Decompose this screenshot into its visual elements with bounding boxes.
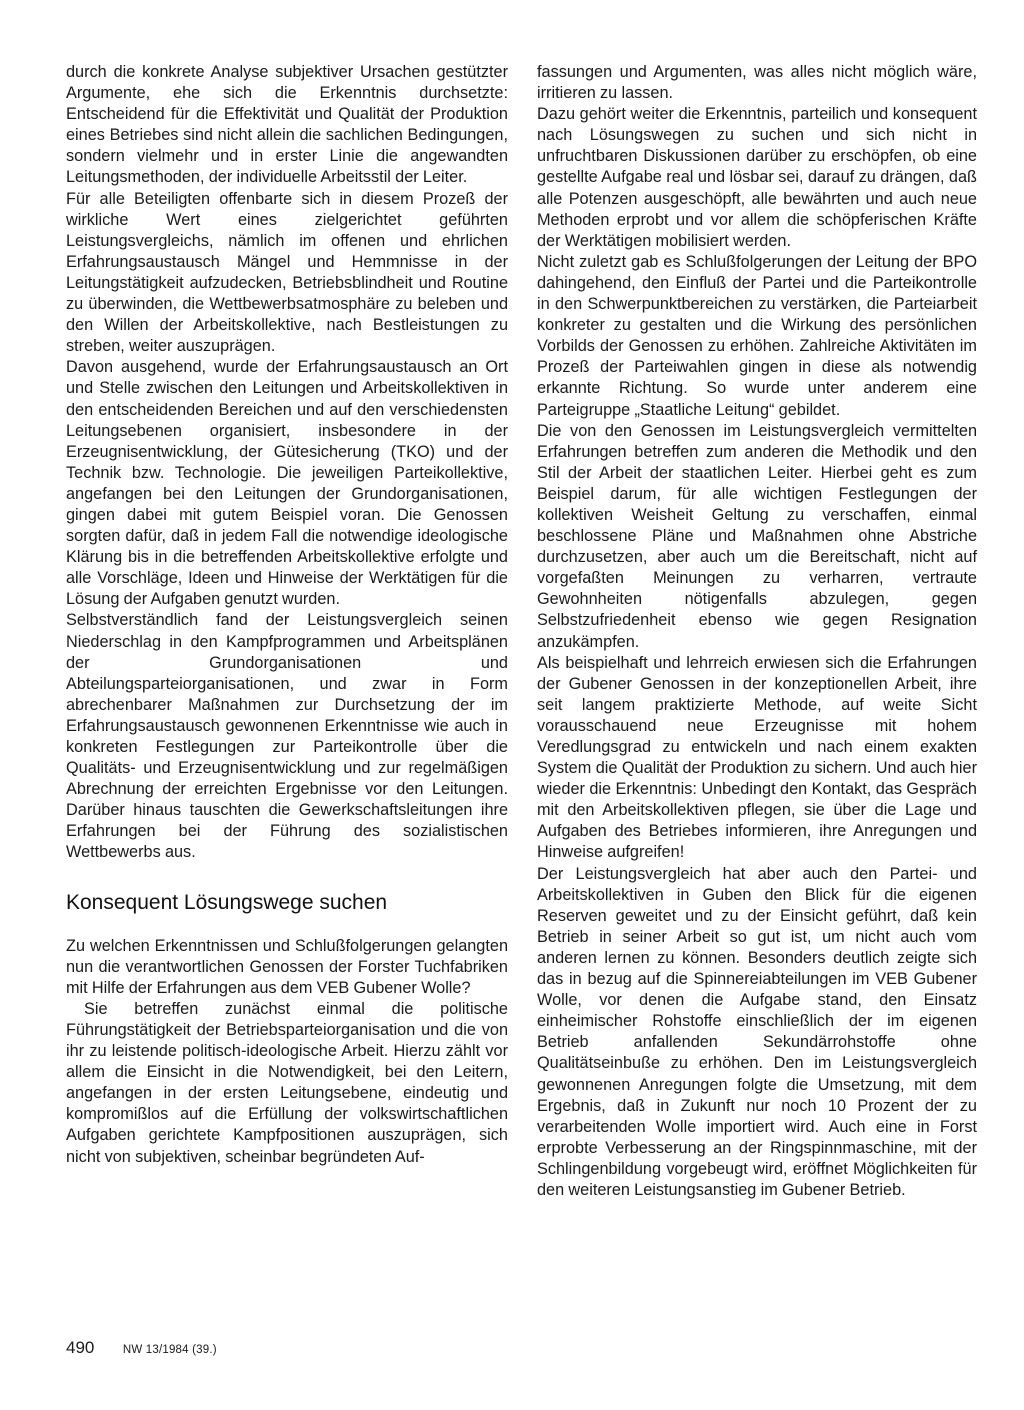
paragraph: Selbstverständlich fand der Leistungsvergleich seinen Niederschlag in den Kampfprogrammen und Arbeitsplänen der Grundorganisationen und Abteilungsparteiorganisationen, und zwar in Form abrechenbarer Maßnahmen zur Durchsetzung der im Erfahrungsaustausch gewonnenen Erkenntnisse wie auch in konkreten Festlegungen zur Parteikontrolle über die Qualitäts- und Erzeugnisentwicklung und zur regelmäßigen Abrechnung der erreichten Ergebnisse vor den Leitungen. Darüber hinaus tauschten die Gewerkschaftsleitungen ihre Erfahrungen bei der Führung des sozialistischen Wettbewerbs aus. [66,611,508,862]
page-number: 490 [66,1338,95,1357]
section-heading: Konsequent Lösungswege suchen [66,890,388,914]
paragraph: fassungen und Argumenten, was alles nicht möglich wäre, irritieren zu lassen. [537,63,977,103]
paragraph: Nicht zuletzt gab es Schlußfolgerungen der Leitung der BPO dahingehend, den Einfluß der Partei und die Parteikontrolle in den Schwerpunktbereichen zu verstärken, die Parteiarbeit konkreter zu gestalten und die Wirkung des persönlichen Vorbilds der Genossen zu erhöhen. Zahlreiche Aktivitäten im Prozeß der Parteiwahlen gingen in diese als notwendig erkannte Richtung. So wurde unter anderem eine Parteigruppe „Staatliche Leitung“ gebildet. [537,252,977,419]
paragraph: Zu welchen Erkenntnissen und Schlußfolgerungen gelangten nun die verantwortlichen Genossen der Forster Tuchfabriken mit Hilfe der Erfahrungen aus dem VEB Gubener Wolle? [66,936,508,997]
paragraph: Davon ausgehend, wurde der Erfahrungsaustausch an Ort und Stelle zwischen den Leitungen und Arbeitskollektiven in den entscheidenden Bereichen und auf den verschiedensten Leitungsebenen organisiert, insbesondere in der Erzeugnisentwicklung, der Gütesicherung (TKO) und der Technik bzw. Technologie. Die jeweiligen Parteikollektive, angefangen bei den Leitungen der Grundorganisationen, gingen dabei mit gutem Beispiel voran. Die Genossen sorgten dafür, daß in jedem Fall die notwendige ideologische Klärung bis in die betreffenden Arbeitskollektive erfolgte und alle Vorschläge, Ideen und Hinweise der Werktätigen für die Lösung der Aufgaben genutzt wurden. [66,358,508,609]
paragraph: Die von den Genossen im Leistungsvergleich vermittelten Erfahrungen betreffen zum anderen die Methodik und den Stil der Arbeit der staatlichen Leiter. Hierbei geht es zum Beispiel darum, für alle wichtigen Festlegungen der kollektiven Weisheit Geltung zu verschaffen, einmal beschlossene Pläne und Maßnahmen ohne Abstriche durchzusetzen, aber auch um die Bereitschaft, nicht auf vorgefaßten Meinungen zu verharren, vertraute Gewohnheiten nötigenfalls abzulegen, gegen Selbstzufriedenheit ebenso wie gegen Resignation anzukämpfen. [537,421,977,651]
paragraph: durch die konkrete Analyse subjektiver Ursachen gestützter Argumente, ehe sich die Erkenntnis durchsetzte: Entscheidend für die Effektivität und Qualität der Produktion eines Betriebes sind nicht allein die sachlichen Bedingungen, sondern vielmehr und in erster Linie die angewandten Leitungsmethoden, der individuelle Arbeitsstil der Leiter. [66,63,508,187]
paragraph: Dazu gehört weiter die Erkenntnis, parteilich und konsequent nach Lösungswegen zu suchen und sich nicht in unfruchtbaren Diskussionen darüber zu erschöpfen, ob eine gestellte Aufgabe real und lösbar sei, darauf zu drängen, daß alle Potenzen ausgeschöpft, alle bewährten und auch neue Methoden erprobt und vor allem die schöpferischen Kräfte der Werktätigen mobilisiert werden. [537,105,977,250]
right-column [537,62,977,1201]
paragraph: Der Leistungsvergleich hat aber auch den Partei- und Arbeitskollektiven in Guben den Blick für die eigenen Reserven geweitet und zu der Einsicht geführt, daß kein Betrieb in seiner Arbeit so gut ist, um nicht auch vom anderen lernen zu können. Besonders deutlich zeigte sich das in bezug auf die Spinnereiabteilungen im VEB Gubener Wolle, vor denen die Aufgabe stand, den Einsatz einheimischer Rohstoffe einschließlich der im eigenen Betrieb anfallenden Sekundärrohstoffe ohne Qualitätseinbuße zu erhöhen. Den im Leistungsvergleich gewonnenen Anregungen folgte die Umsetzung, mit dem Ergebnis, daß in Zukunft nur noch 10 Prozent der zu verarbeitenden Wolle importiert wird. Auch eine in Forst erprobte Verbesserung an der Ringspinnmaschine, mit der Schlingenbildung vorgebeugt wird, eröffnet Möglichkeiten für den weiteren Leistungsanstieg im Gubener Betrieb. [537,864,977,1199]
left-column [66,62,508,1168]
paragraph: Für alle Beteiligten offenbarte sich in diesem Prozeß der wirkliche Wert eines zielgerichtet geführten Leistungsvergleichs, nämlich im offenen und ehrlichen Erfahrungsaustausch Mängel und Hemmnisse in der Leitungstätigkeit aufzudecken, Betriebsblindheit und Routine zu überwinden, die Wettbewerbsatmosphäre zu beleben und den Willen der Arbeitskollektive, nach Bestleistungen zu streben, weiter auszuprägen. [66,189,508,356]
page-footer [66,1338,217,1358]
issue-reference: NW 13/1984 (39.) [122,1344,217,1356]
paragraph: Sie betreffen zunächst einmal die politische Führungstätigkeit der Betriebsparteiorganisation und die von ihr zu leistende politisch-ideologische Arbeit. Hierzu zählt vor allem die Einsicht in die Notwendigkeit, bei den Leitern, angefangen in der ersten Leitungsebene, eindeutig und kompromißlos auf die Erfüllung der volkswirtschaftlichen Aufgaben gerichtete Kampfpositionen auszuprägen, sich nicht von subjektiven, scheinbar begründeten Auf- [66,999,508,1166]
paragraph: Als beispielhaft und lehrreich erwiesen sich die Erfahrungen der Gubener Genossen in der konzeptionellen Arbeit, ihre seit langem praktizierte Methode, auf weite Sicht vorausschauend neue Erzeugnisse mit hohem Veredlungsgrad zu entwickeln und nach einem exakten System die Qualität der Produktion zu sichern. Und auch hier wieder die Erkenntnis: Unbedingt den Kontakt, das Gespräch mit den Arbeitskollektiven pflegen, sie über die Lage und Aufgaben des Betriebes informieren, ihre Anregungen und Hinweise aufgreifen! [537,653,977,862]
